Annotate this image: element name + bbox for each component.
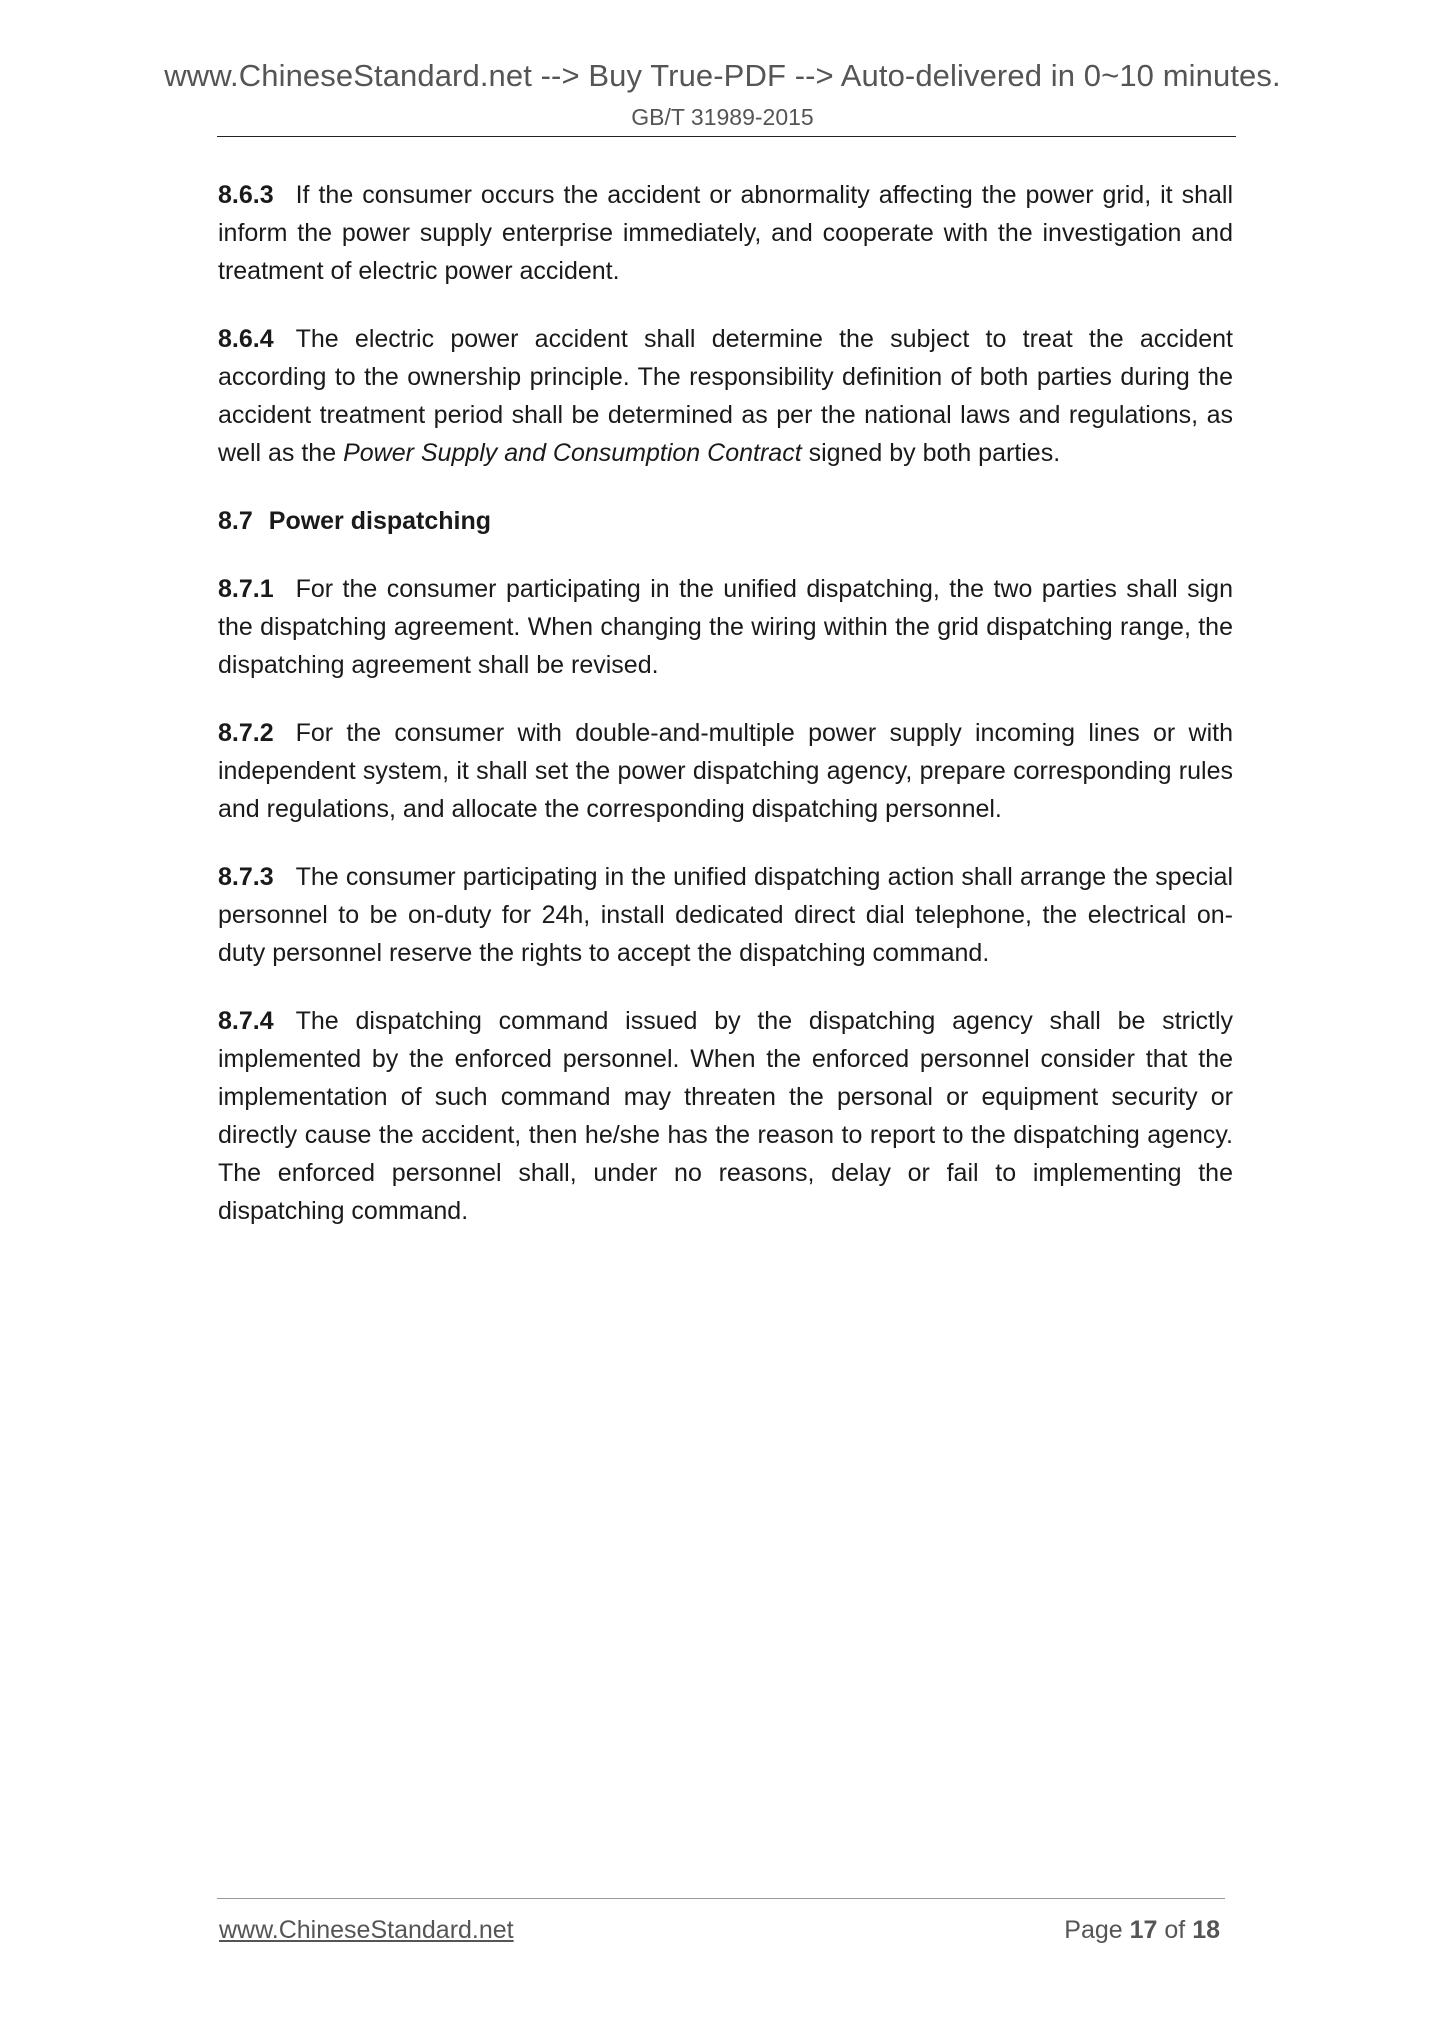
- clause-number: 8.7.3: [218, 863, 274, 891]
- clause-text-end: signed by both parties.: [801, 439, 1061, 467]
- clause-text: For the consumer with double-and-multiple power supply incoming lines or with independent system, it shall set the power dispatching agency, prepare corresponding rules and regulations, and allocate the corresponding dispatching personnel.: [218, 719, 1233, 823]
- clause-number: 8.7.4: [218, 1007, 274, 1035]
- clause-number: 8.6.4: [218, 325, 274, 353]
- header-divider: [217, 136, 1236, 137]
- page-label: Page: [1064, 1916, 1123, 1944]
- section-heading-8-7: [218, 502, 1233, 540]
- clause-text: For the consumer participating in the unified dispatching, the two parties shall sign the dispatching agreement. When changing the wiring within the grid dispatching range, the dispatching agreement shall be revised.: [218, 575, 1233, 679]
- footer-divider: [217, 1898, 1225, 1899]
- header-banner[interactable]: www.ChineseStandard.net --> Buy True-PDF --> Auto-delivered in 0~10 minutes.: [164, 58, 1281, 93]
- page-current: 17: [1129, 1916, 1158, 1944]
- clause-text: The consumer participating in the unified dispatching action shall arrange the special personnel to be on-duty for 24h, install dedicated direct dial telephone, the electrical on-duty personnel reserve the rights to accept the dispatching command.: [218, 863, 1233, 967]
- clause-number: 8.7.1: [218, 575, 274, 603]
- footer-website-link[interactable]: www.ChineseStandard.net: [219, 1916, 514, 1944]
- clause-text: The electric power accident shall determine the subject to treat the accident according to the ownership principle. The responsibility definition of both parties during the accident treatment period shall be determined as per the national laws and regulations, as well as the: [218, 325, 1233, 467]
- clause-number: 8.7.2: [218, 719, 274, 747]
- clause-8-6-3: [218, 176, 1233, 290]
- page-of: of: [1164, 1916, 1186, 1944]
- clause-8-6-4: [218, 320, 1233, 472]
- section-title: Power dispatching: [268, 507, 492, 535]
- clause-8-7-2: [218, 714, 1233, 828]
- clause-8-7-1: [218, 570, 1233, 684]
- page-indicator: [1064, 1916, 1220, 1945]
- contract-title: Power Supply and Consumption Contract: [343, 439, 802, 467]
- section-number: 8.7: [218, 507, 253, 535]
- clause-number: 8.6.3: [218, 181, 274, 209]
- clause-8-7-3: [218, 858, 1233, 972]
- page-total: 18: [1192, 1916, 1220, 1944]
- clause-8-7-4: [218, 1002, 1233, 1230]
- standard-code: GB/T 31989-2015: [631, 104, 814, 130]
- clause-text: If the consumer occurs the accident or abnormality affecting the power grid, it shall inform the power supply enterprise immediately, and cooperate with the investigation and treatment of electric power accident.: [218, 181, 1233, 285]
- document-body: [218, 176, 1233, 1260]
- clause-text: The dispatching command issued by the dispatching agency shall be strictly implemented by the enforced personnel. When the enforced personnel consider that the implementation of such command may threaten the personal or equipment security or directly cause the accident, then he/she has the reason to report to the dispatching agency. The enforced personnel shall, under no reasons, delay or fail to implementing the dispatching command.: [218, 1007, 1233, 1225]
